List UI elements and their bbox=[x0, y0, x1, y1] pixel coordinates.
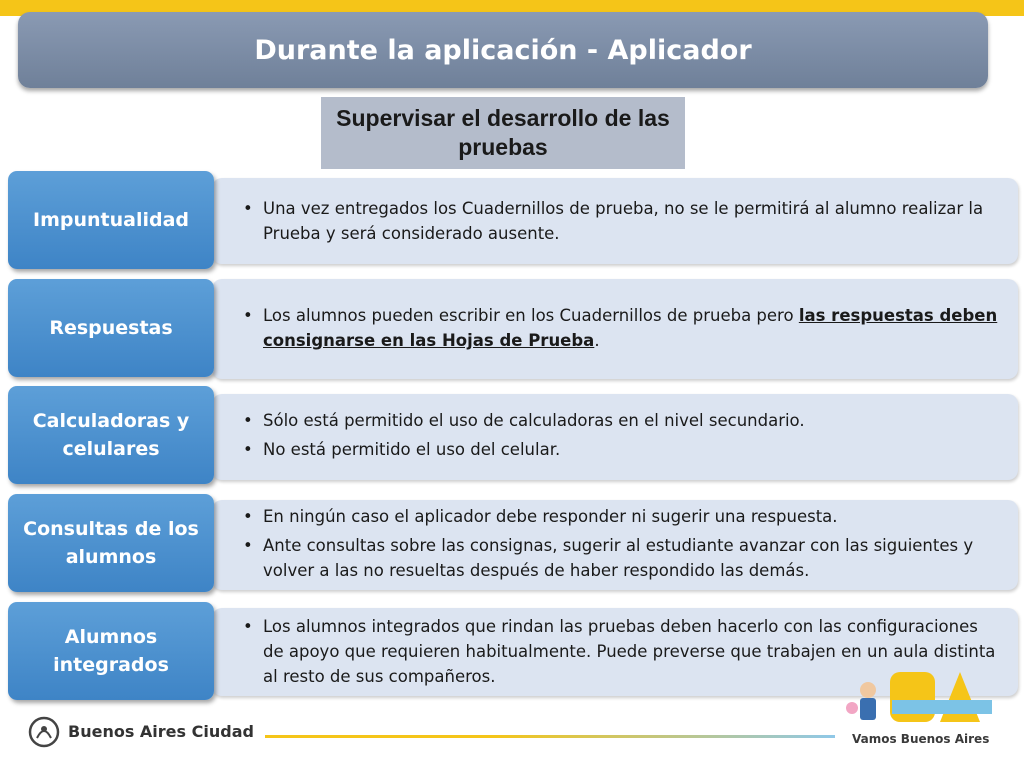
bullet-list bbox=[243, 196, 998, 250]
row-label: Consultas de los alumnos bbox=[23, 518, 199, 568]
row-label: Alumnos integrados bbox=[53, 626, 169, 676]
row-label: Impuntualidad bbox=[33, 209, 189, 231]
row-consultas bbox=[0, 494, 1024, 592]
bullet-item: • En ningún caso el aplicador debe responder ni sugerir una respuesta. bbox=[263, 504, 998, 529]
campaign-logo-text: Vamos Buenos Aires bbox=[852, 732, 990, 746]
footer bbox=[0, 700, 1024, 768]
row-label: Respuestas bbox=[49, 317, 173, 339]
bullet-item: • Ante consultas sobre las consignas, sugerir al estudiante avanzar con las siguientes y volver a las no resueltas después de haber respondido las demás. bbox=[263, 533, 998, 583]
bullet-item: • Una vez entregados los Cuadernillos de prueba, no se le permitirá al alumno realizar la Prueba y será considerado ausente. bbox=[263, 196, 998, 246]
title-banner bbox=[18, 12, 988, 88]
section-subtitle: Supervisar el desarrollo de las pruebas bbox=[336, 105, 670, 160]
bullet-list bbox=[243, 408, 998, 466]
row-label: Calculadoras y celulares bbox=[32, 410, 190, 460]
row-label-box bbox=[8, 386, 214, 484]
footer-divider bbox=[265, 735, 835, 738]
page-title: Durante la aplicación - Aplicador bbox=[254, 34, 752, 66]
row-impuntualidad bbox=[0, 171, 1024, 269]
bullet-text-end: . bbox=[594, 331, 600, 350]
row-respuestas bbox=[0, 279, 1024, 377]
bullet-list bbox=[243, 504, 998, 587]
section-subtitle-box bbox=[321, 97, 685, 169]
row-label-box bbox=[8, 602, 214, 700]
ba-logo-icon bbox=[840, 664, 1000, 734]
bullet-item bbox=[263, 303, 998, 353]
bullet-item: • Sólo está permitido el uso de calculadoras en el nivel secundario. bbox=[263, 408, 998, 433]
bullet-emphasis: las respuestas deben consignarse en las Hojas de Prueba bbox=[263, 306, 998, 350]
row-label-box bbox=[8, 494, 214, 592]
row-label-box bbox=[8, 171, 214, 269]
city-logo-text: Buenos Aires Ciudad bbox=[68, 722, 254, 741]
city-seal-icon bbox=[28, 714, 60, 750]
row-calculadoras bbox=[0, 386, 1024, 484]
bullet-list bbox=[243, 303, 998, 357]
bullet-item: • Los alumnos integrados que rindan las pruebas deben hacerlo con las configuraciones de apoyo que requieren habitualmente. Puede preverse que trabajen en un aula distinta al resto de sus compañeros. bbox=[263, 614, 998, 689]
row-label-box bbox=[8, 279, 214, 377]
bullet-item: • No está permitido el uso del celular. bbox=[263, 437, 998, 462]
bullet-text: Los alumnos pueden escribir en los Cuadernillos de prueba pero bbox=[263, 306, 799, 325]
